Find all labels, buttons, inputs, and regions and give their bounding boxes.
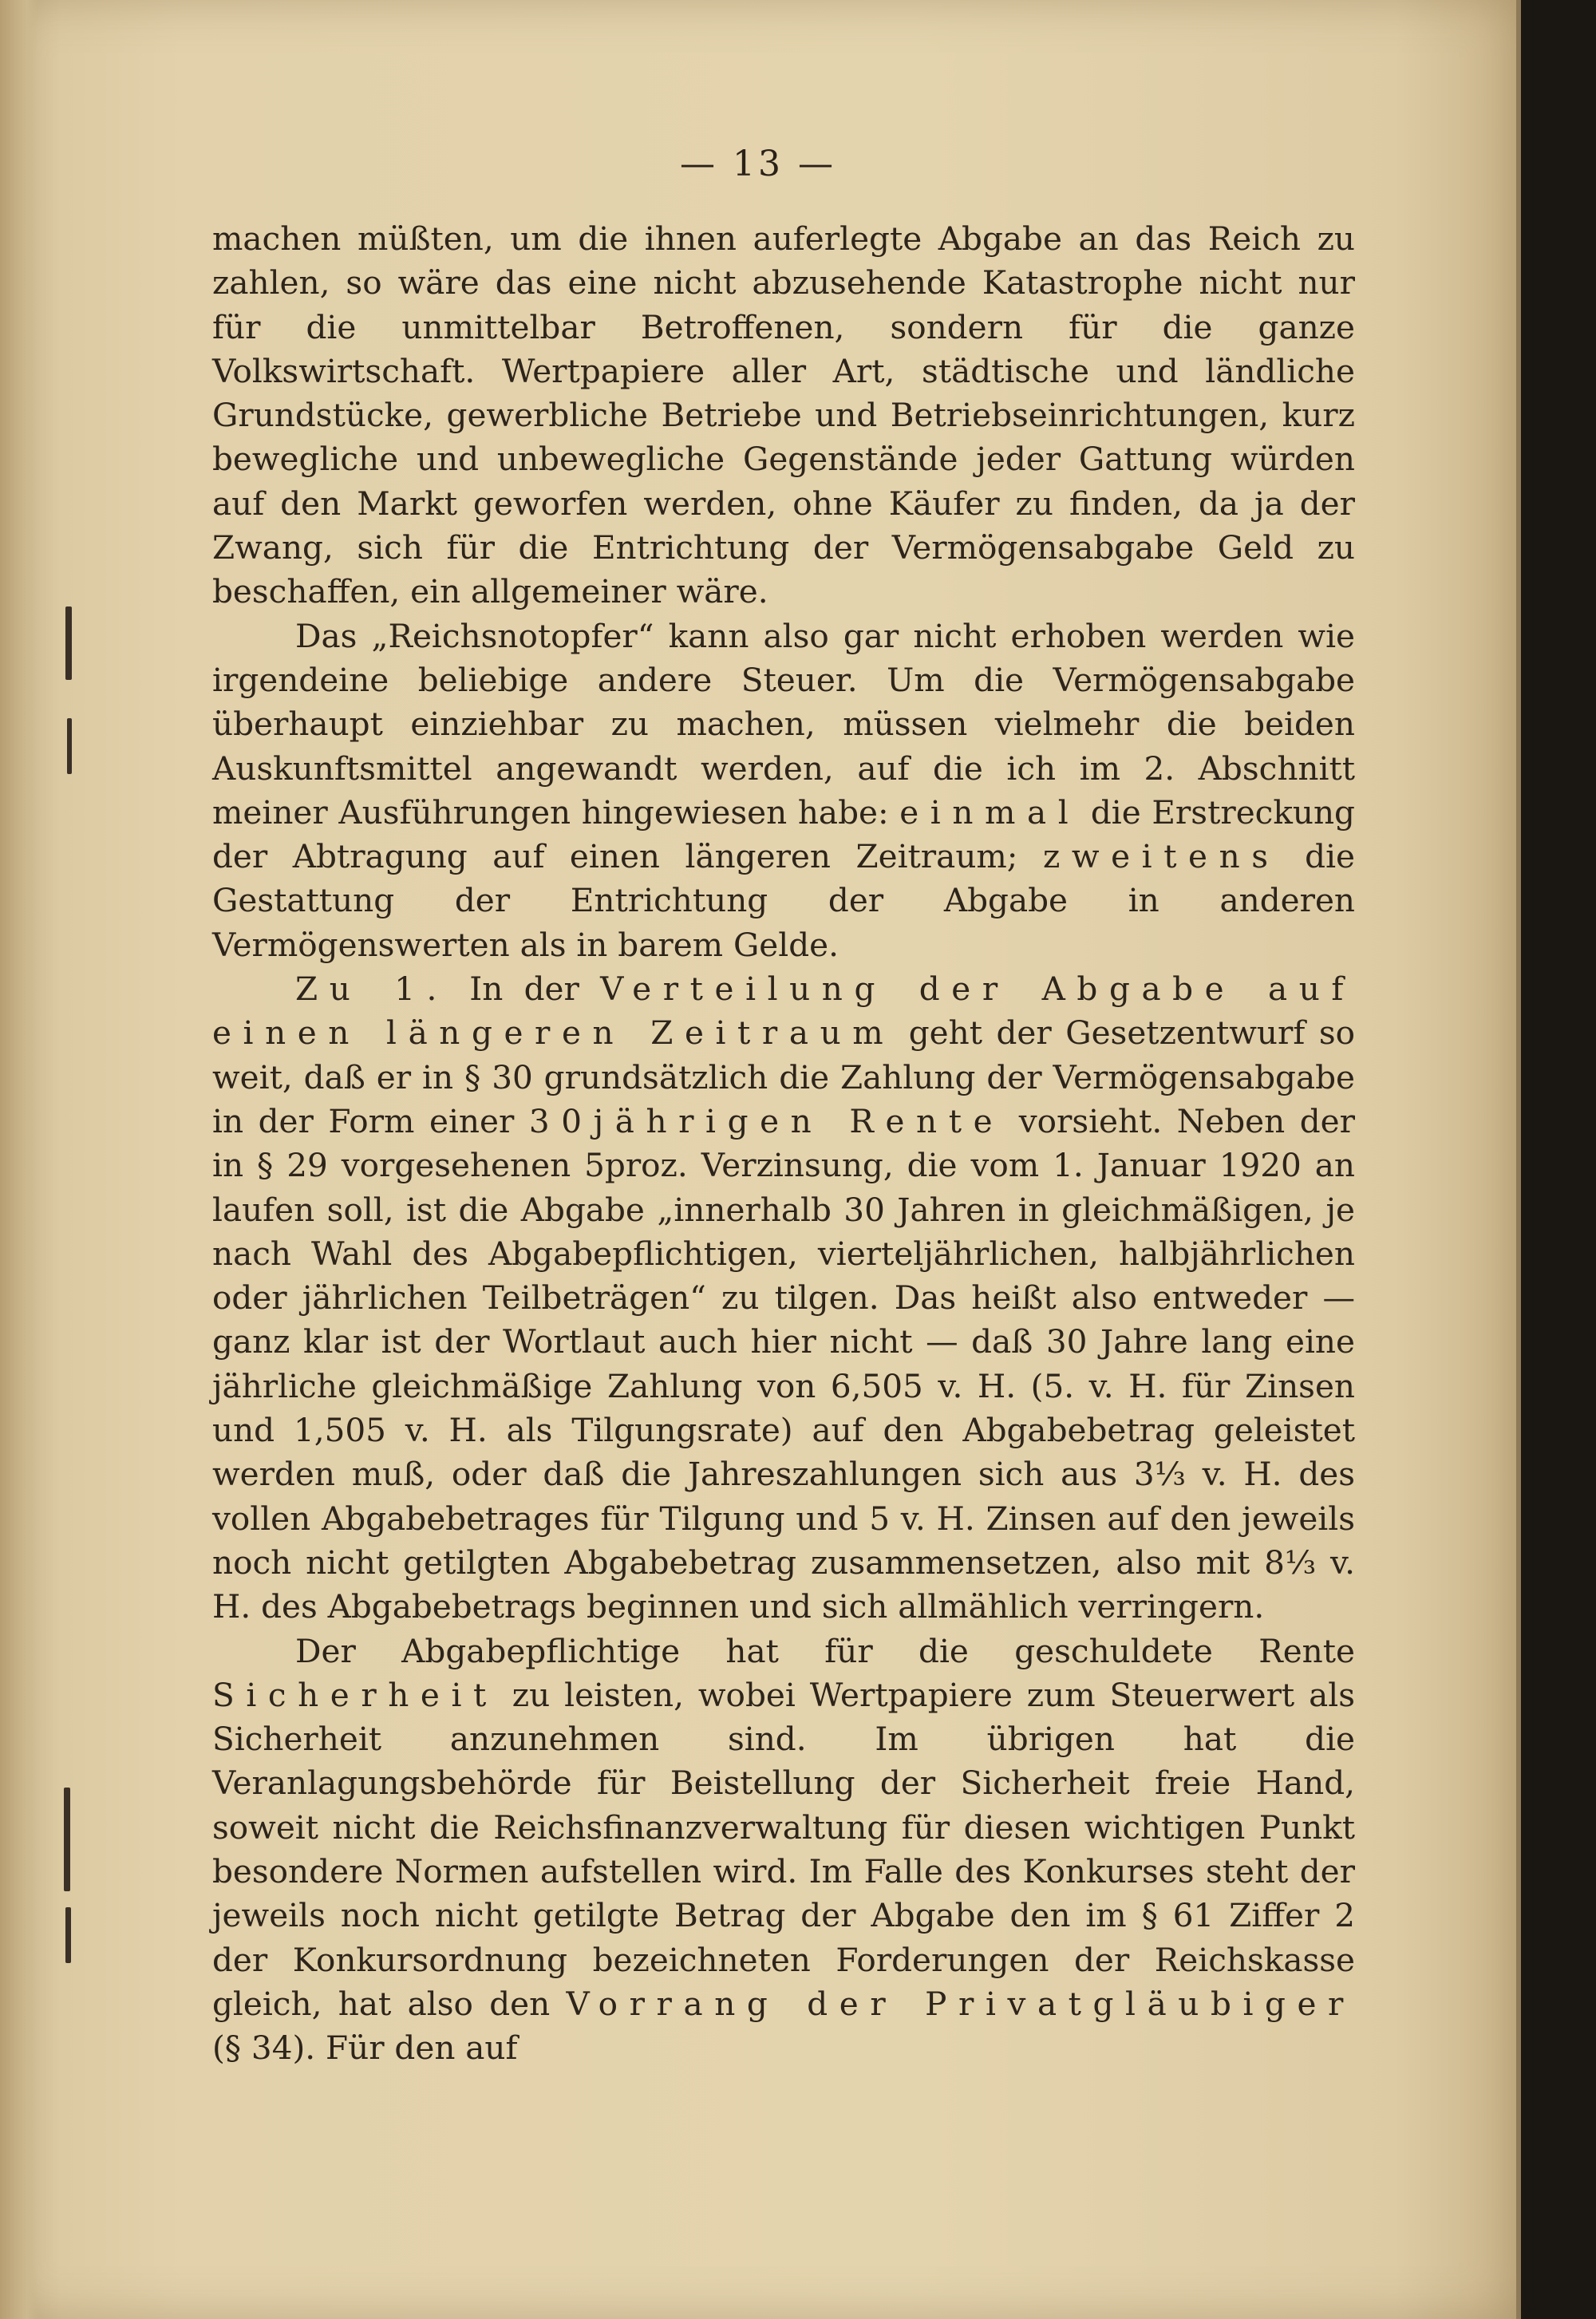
margin-mark (65, 606, 72, 680)
margin-mark (65, 1907, 71, 1963)
text-segment: In der (448, 970, 601, 1009)
text-segment: machen müßten, um die ihnen auferlegte Abgabe an das Reich zu zahlen, so wäre das eine nicht abzusehende Katastrophe nicht nur für die unmittelbar Betroffenen, sondern für die ganze Volkswirtschaft. Wertpapiere aller Art, städtische und ländliche Grundstücke, gewerbliche Betriebe und Betriebseinrichtungen, kurz bewegliche und unbewegliche Gegenstände jeder Gattung würden auf den Markt geworfen werden, ohne Käufer zu finden, da ja der Zwang, sich für die Entrichtung der Vermögensabgabe Geld zu beschaffen, ein allgemeiner wäre. (212, 219, 1355, 611)
page-number: — 13 — (680, 144, 836, 184)
text-segment: vorsieht. Neben der in § 29 vorgesehenen 5proz. Verzinsung, die vom 1. Januar 1920 an laufen soll, ist die Abgabe „innerhalb 30 Jahren in gleichmäßigen, je nach Wahl des Abgabepflichtigen, vierteljährlichen, halbjährlichen oder jährlichen Teilbeträgen“ zu tilgen. Das heißt also entweder — ganz klar ist der Wortlaut auch hier nicht — daß 30 Jahre lang eine jährliche gleichmäßige Zahlung von 6,505 v. H. (5. v. H. für Zinsen und 1,505 v. H. als Tilgungsrate) auf den Abgabebetrag geleistet werden muß, oder daß die Jahreszahlungen sich aus 3⅓ v. H. des vollen Abgabebetrages für Tilgung und 5 v. H. Zinsen auf den jeweils noch nicht getilgten Abgabebetrag zusammensetzen, also mit 8⅓ v. H. des Abgabebetrags beginnen und sich allmählich verringern. (212, 1101, 1356, 1626)
body-text (212, 217, 1355, 2070)
emphasized-text: zweitens (1042, 837, 1280, 876)
paragraph-p2 (212, 614, 1355, 967)
text-segment: die Erstreckung der Abtragung auf einen längeren Zeitraum; (212, 792, 1355, 876)
emphasized-text: einmal (899, 792, 1080, 832)
margin-mark (67, 718, 72, 774)
text-segment: Das „Reichsnotopfer“ kann also gar nicht erhoben werden wie irgendeine beliebige andere Steuer. Um die Vermögensabgabe überhaupt einziehbar zu machen, müssen vielmehr die beiden Auskunftsmittel angewandt werden, auf die ich im 2. Abschnitt meiner Ausführungen hingewiesen habe: (212, 616, 1355, 832)
text-segment: (§ 34). Für den auf (212, 2029, 518, 2068)
binding-edge (0, 0, 38, 2319)
margin-mark (64, 1788, 70, 1891)
text-segment: geht der Gesetzentwurf so weit, daß er in § 30 grundsätzlich die Zahlung der Vermögensabgabe in der Form einer (212, 1013, 1355, 1140)
paragraph-p3 (212, 967, 1355, 1629)
text-segment: zu leisten, wobei Wertpapiere zum Steuerwert als Sicherheit anzunehmen sind. Im übrigen hat die Veranlagungsbehörde für Beistellung der Sicherheit freie Hand, soweit nicht die Reichsfinanzverwaltung für diesen wichtigen Punkt besondere Normen aufstellen wird. Im Falle des Konkurses steht der jeweils noch nicht getilgte Betrag der Abgabe den im § 61 Ziffer 2 der Konkursordnung bezeichneten Forderungen der Reichskasse gleich, hat also den (212, 1675, 1355, 2023)
emphasized-text: Sicherheit (212, 1675, 498, 1714)
paragraph-p1 (212, 217, 1355, 614)
emphasized-text: Zu 1. (295, 970, 449, 1009)
paragraph-p4 (212, 1630, 1355, 2071)
text-segment: die Gestattung der Entrichtung der Abgabe in anderen Vermögenswerten als in barem Gelde. (212, 837, 1355, 964)
emphasized-text: Verteilung der Abgabe auf einen längeren Zeitraum (212, 970, 1356, 1053)
emphasized-text: 30jährigen Rente (528, 1101, 1005, 1140)
emphasized-text: Vorrang der Privatgläubiger (566, 1984, 1355, 2023)
text-segment: Der Abgabepflichtige hat für die geschuldete Rente (295, 1631, 1355, 1670)
